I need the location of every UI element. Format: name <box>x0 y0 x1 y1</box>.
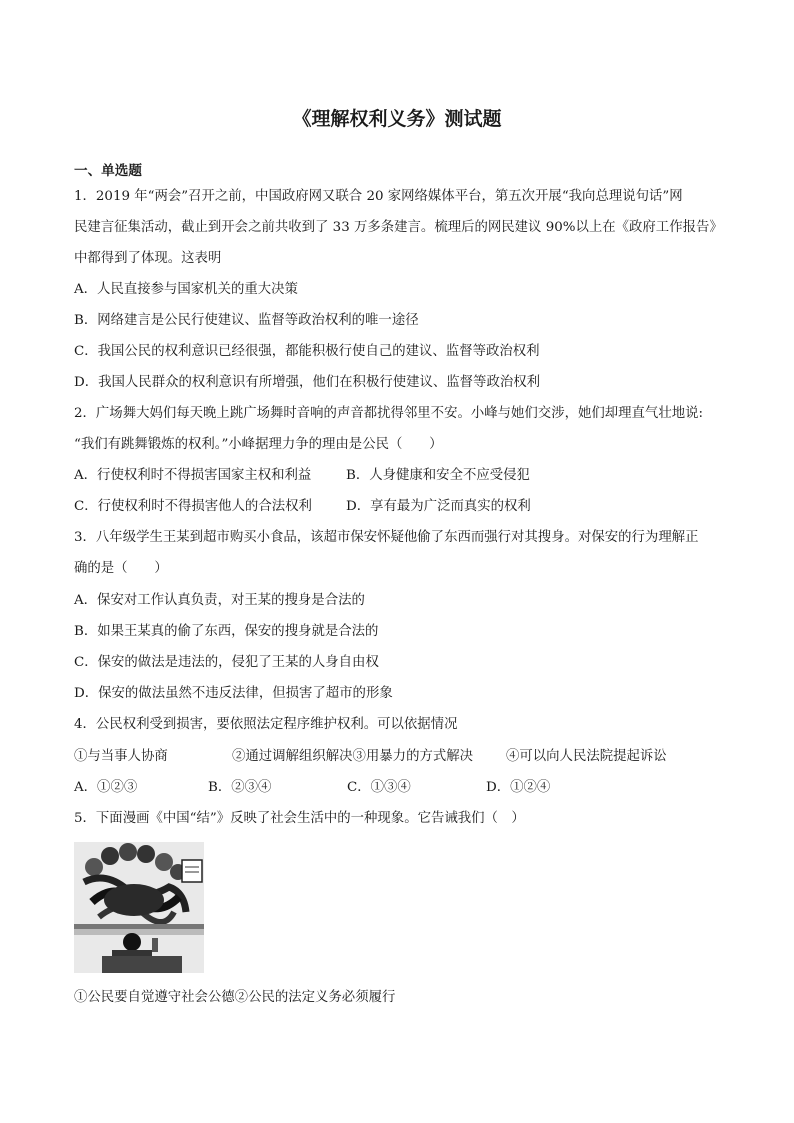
q4-option-c: C．①③④ <box>347 780 411 795</box>
q1-option-c: C．我国公民的权利意识已经很强，都能积极行使自己的建议、监督等政治权利 <box>74 344 540 359</box>
q4-option-b: B．②③④ <box>208 780 272 795</box>
q4-option-a: A．①②③ <box>74 780 138 795</box>
q3-stem-line2: 确的是（ ） <box>74 561 168 576</box>
q2-option-b: B．人身健康和安全不应受侵犯 <box>346 468 530 483</box>
q4-stem-line1: 4．公民权利受到损害，要依照法定程序维护权利。可以依据情况 <box>74 717 458 732</box>
q1-option-a: A．人民直接参与国家机关的重大决策 <box>74 282 298 297</box>
q2-option-c: C．行使权利时不得损害他人的合法权利 <box>74 499 312 514</box>
q4-option-d: D．①②④ <box>486 780 551 795</box>
q3-option-d: D．保安的做法虽然不违反法律，但损害了超市的形象 <box>74 686 393 701</box>
page-title: 《理解权利义务》测试题 <box>292 108 502 130</box>
q5-items: ①公民要自觉遵守社会公德②公民的法定义务必须履行 <box>74 990 396 1005</box>
cartoon-drawing <box>74 842 204 973</box>
q2-stem-line2: “我们有跳舞锻炼的权利。”小峰据理力争的理由是公民（ ） <box>74 437 443 452</box>
q3-option-b: B．如果王某真的偷了东西，保安的搜身就是合法的 <box>74 624 379 639</box>
q1-option-b: B．网络建言是公民行使建议、监督等政治权利的唯一途径 <box>74 313 419 328</box>
q2-stem-line1: 2．广场舞大妈们每天晚上跳广场舞时音响的声音都扰得邻里不安。小峰与她们交涉，她们却理直气壮地说: <box>74 406 703 421</box>
q5-stem-line1: 5．下面漫画《中国“结”》反映了社会生活中的一种现象。它告诫我们（ ） <box>74 811 525 826</box>
q4-item-2-3: ②通过调解组织解决③用暴力的方式解决 <box>232 749 474 764</box>
q2-option-a: A．行使权利时不得损害国家主权和利益 <box>74 468 312 483</box>
cartoon-image <box>74 842 204 973</box>
q1-stem-line1: 1．2019 年“两会”召开之前，中国政府网又联合 20 家网络媒体平台，第五次开展“我向总理说句话”网 <box>74 189 683 204</box>
q3-option-a: A．保安对工作认真负责，对王某的搜身是合法的 <box>74 593 365 608</box>
q1-stem-line3: 中都得到了体现。这表明 <box>74 251 222 266</box>
q2-option-d: D．享有最为广泛而真实的权利 <box>346 499 531 514</box>
q3-stem-line1: 3．八年级学生王某到超市购买小食品，该超市保安怀疑他偷了东西而强行对其搜身。对保安的行为理解正 <box>74 530 699 545</box>
q4-item-1: ①与当事人协商 <box>74 749 168 764</box>
q4-item-4: ④可以向人民法院提起诉讼 <box>506 749 667 764</box>
q3-option-c: C．保安的做法是违法的，侵犯了王某的人身自由权 <box>74 655 379 670</box>
q1-option-d: D．我国人民群众的权利意识有所增强，他们在积极行使建议、监督等政治权利 <box>74 375 541 390</box>
q1-stem-line2: 民建言征集活动，截止到开会之前共收到了 33 万多条建言。梳理后的网民建议 90%以上在《政府工作报告》 <box>74 220 723 235</box>
section-heading: 一、单选题 <box>74 163 142 179</box>
